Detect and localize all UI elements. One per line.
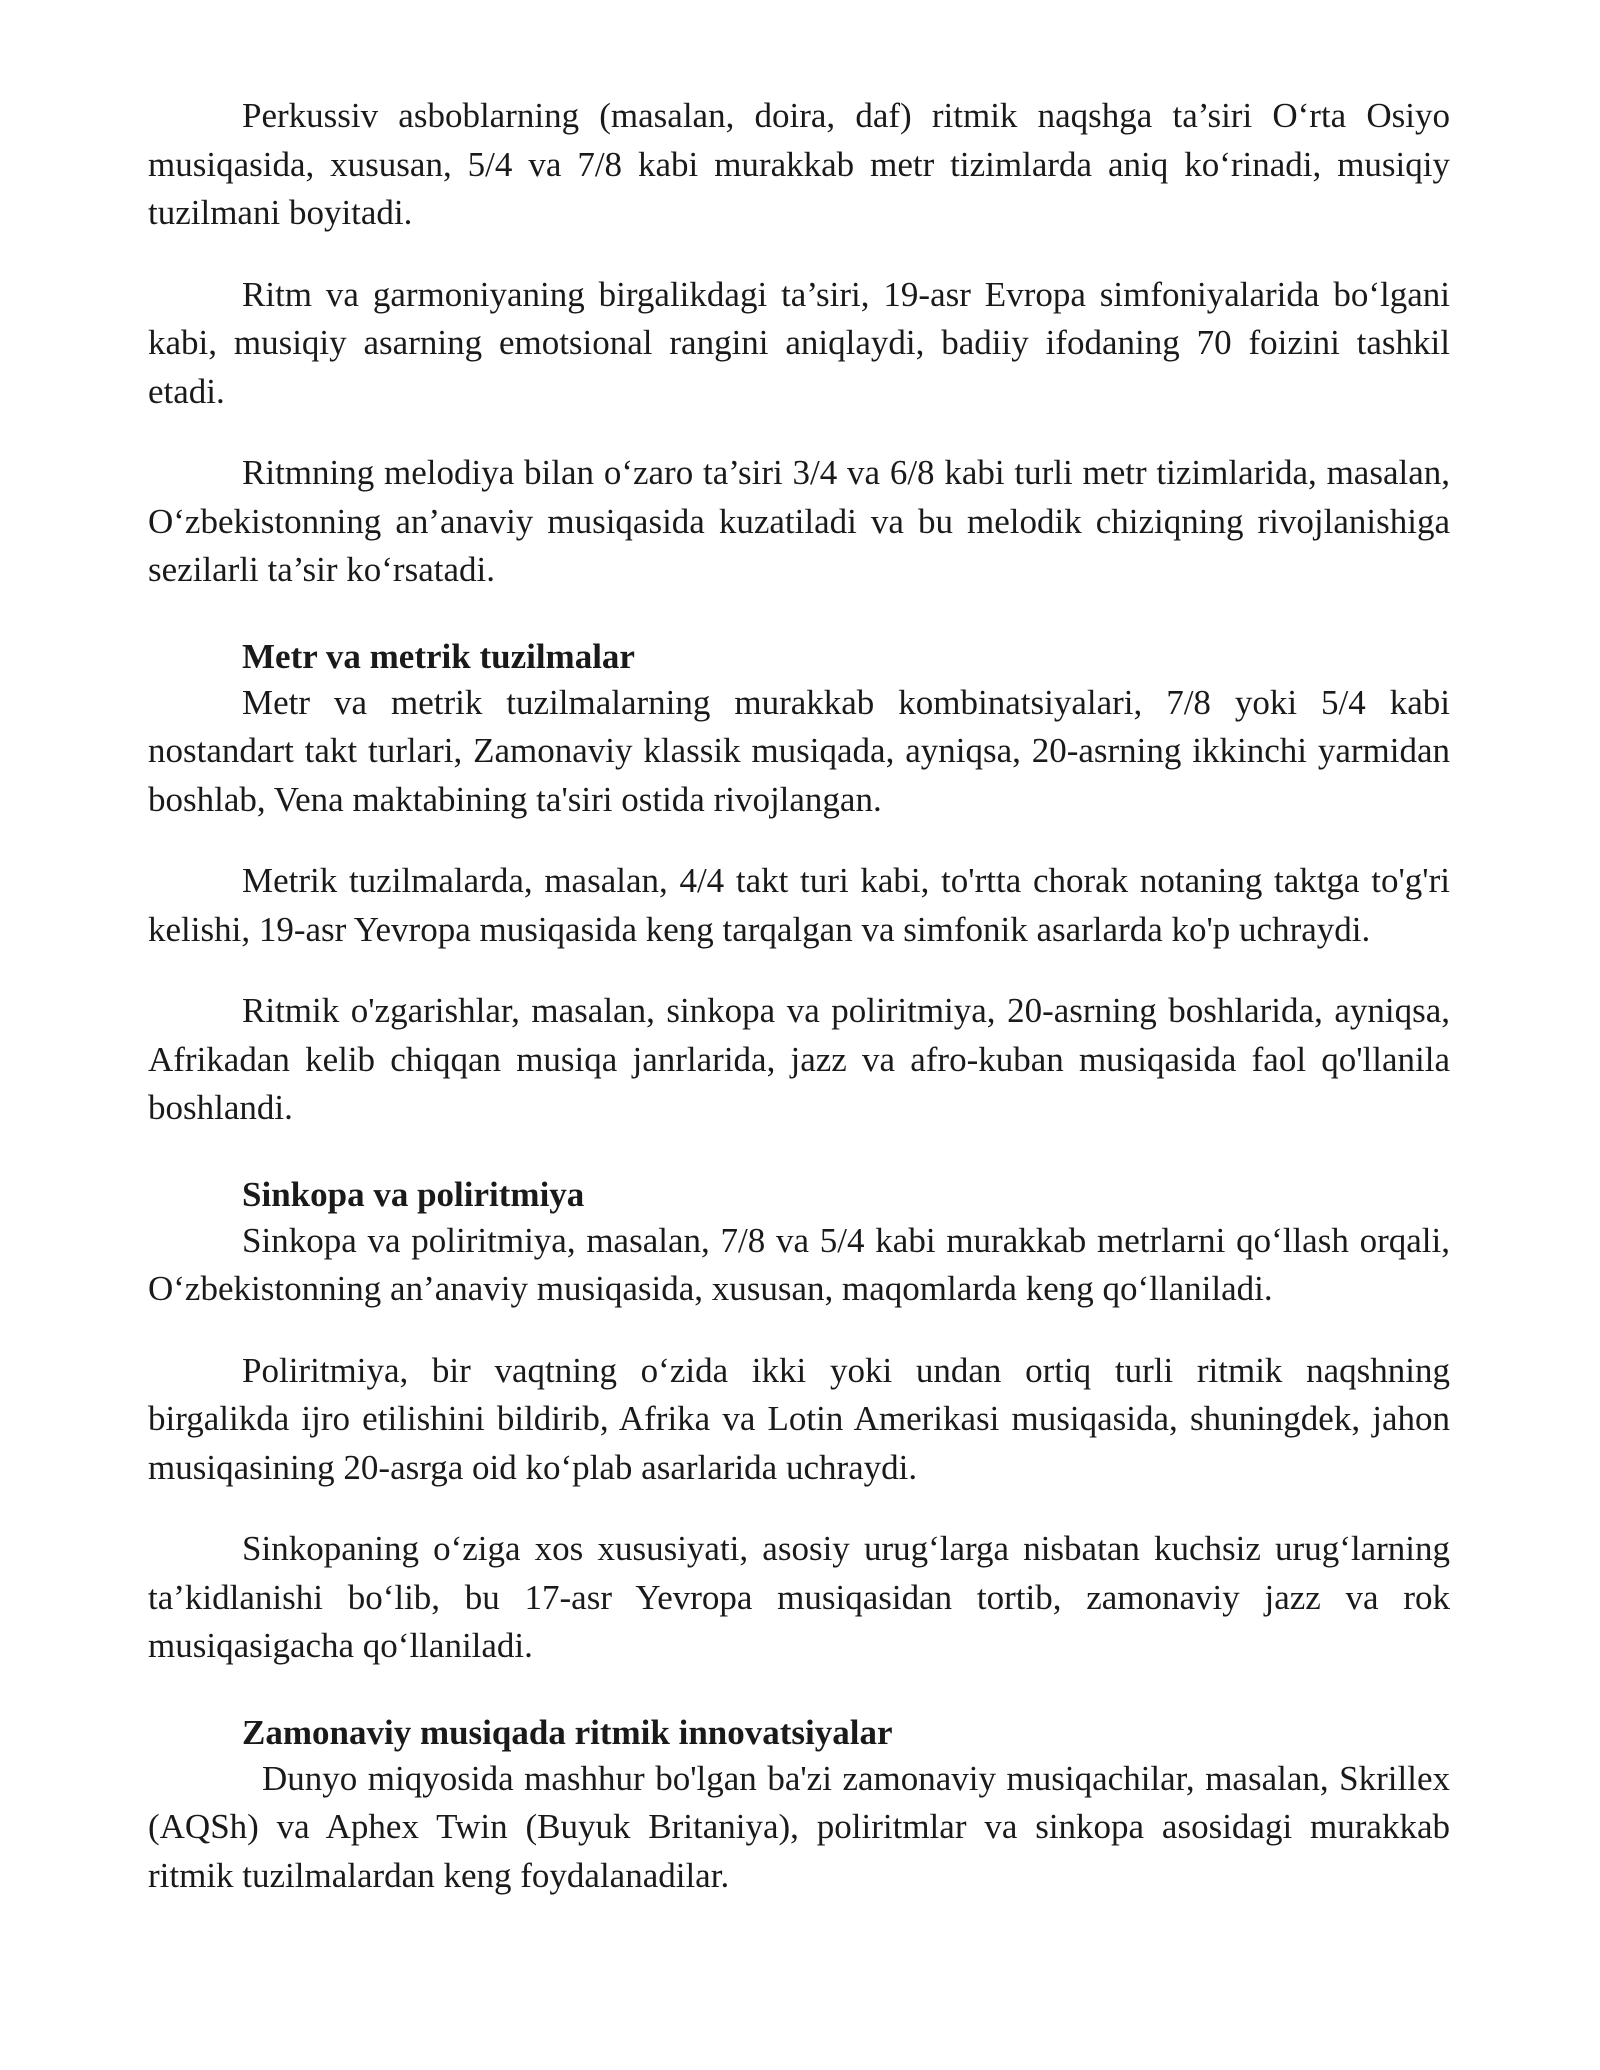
- paragraph-rhythm-melody: Ritmning melodiya bilan o‘zaro ta’siri 3/4 va 6/8 kabi turli metr tizimlarida, masalan, O‘zbekistonning an’anaviy musiqasida kuzatiladi va bu melodik chiziqning rivojlanishiga sezilarli ta’sir ko‘rsatadi.: [148, 453, 1450, 589]
- paragraph-syncopation-uzbek: Sinkopa va poliritmiya, masalan, 7/8 va 5/4 kabi murakkab metrlarni qo‘llash orqali, O‘zbekistonning an’anaviy musiqasida, xususan, maqomlarda keng qo‘llaniladi.: [148, 1220, 1450, 1308]
- paragraph-percussion: Perkussiv asboblarning (masalan, doira, daf) ritmik naqshga ta’siri O‘rta Osiyo musiqasida, xususan, 5/4 va 7/8 kabi murakkab metr tizimlarda aniq ko‘rinadi, musiqiy tuzilmani boyitadi.: [148, 96, 1450, 232]
- document-page: [148, 92, 1450, 1933]
- paragraph-meter-combinations: Metr va metrik tuzilmalarning murakkab kombinatsiyalari, 7/8 yoki 5/4 kabi nostandart takt turlari, Zamonaviy klassik musiqada, ayniqsa, 20-asrning ikkinchi yarmidan boshlab, Vena maktabining ta'siri ostida rivojlangan.: [148, 682, 1450, 819]
- section-heading-syncopation: Sinkopa va poliritmiya: [242, 1174, 585, 1214]
- paragraph-rhythmic-changes: Ritmik o'zgarishlar, masalan, sinkopa va poliritmiya, 20-asrning boshlarida, ayniqsa, Afrikadan kelib chiqqan musiqa janrlarida, jazz va afro-kuban musiqasida faol qo'llanila boshlandi.: [148, 991, 1450, 1127]
- paragraph-modern-musicians: Dunyo miqyosida mashhur bo'lgan ba'zi zamonaviy musiqachilar, masalan, Skrillex (AQSh) va Aphex Twin (Buyuk Britaniya), poliritmlar va sinkopa asosidagi murakkab ritmik tuzilmalardan keng foydalanadilar.: [148, 1758, 1450, 1895]
- paragraph-polyrhythm: Poliritmiya, bir vaqtning o‘zida ikki yoki undan ortiq turli ritmik naqshning birgalikda ijro etilishini bildirib, Afrika va Lotin Amerikasi musiqasida, shuningdek, jahon musiqasining 20-asrga oid ko‘plab asarlarida uchraydi.: [148, 1350, 1450, 1487]
- paragraph-rhythm-harmony: Ritm va garmoniyaning birgalikdagi ta’siri, 19-asr Evropa simfoniyalarida bo‘lgani kabi, musiqiy asarning emotsional rangini aniqlaydi, badiiy ifodaning 70 foizini tashkil etadi.: [148, 274, 1450, 411]
- section-heading-innovations: Zamonaviy musiqada ritmik innovatsiyalar: [242, 1712, 893, 1752]
- section-heading-meter: Metr va metrik tuzilmalar: [242, 636, 635, 676]
- paragraph-metric-structures: Metrik tuzilmalarda, masalan, 4/4 takt turi kabi, to'rtta chorak notaning taktga to'g'ri kelishi, 19-asr Yevropa musiqasida keng tarqalgan va simfonik asarlarda ko'p uchraydi.: [148, 861, 1450, 949]
- paragraph-syncopation-feature: Sinkopaning o‘ziga xos xususiyati, asosiy urug‘larga nisbatan kuchsiz urug‘larning ta’kidlanishi bo‘lib, bu 17-asr Yevropa musiqasidan tortib, zamonaviy jazz va rok musiqasigacha qo‘llaniladi.: [148, 1529, 1450, 1665]
